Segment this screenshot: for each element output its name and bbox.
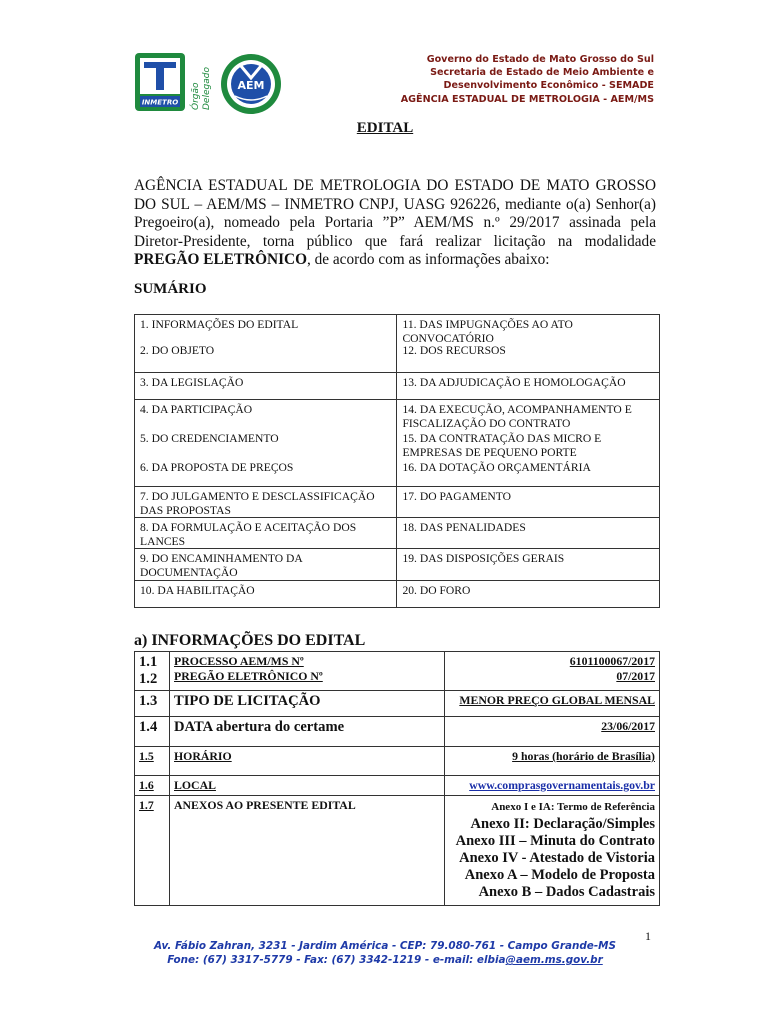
summary-item: 1. INFORMAÇÕES DO EDITAL: [140, 318, 299, 331]
opening-date-value: 23/06/2017: [445, 717, 660, 747]
bid-type-value: MENOR PREÇO GLOBAL MENSAL: [445, 691, 660, 717]
header-line: Desenvolvimento Econômico - SEMADE: [443, 80, 654, 92]
summary-item: 9. DO ENCAMINHAMENTO DA DOCUMENTAÇÃO: [135, 549, 397, 580]
row-label: DATA abertura do certame: [170, 717, 445, 747]
summary-item: 18. DAS PENALIDADES: [397, 518, 660, 549]
footer: [0, 939, 770, 967]
pregao-number: 07/2017: [616, 669, 655, 683]
header-line: Governo do Estado de Mato Grosso do Sul: [426, 54, 654, 65]
page-number: 1: [645, 929, 651, 943]
summary-cell: [135, 400, 397, 487]
summary-heading: SUMÁRIO: [134, 281, 207, 297]
footer-contacts: [0, 953, 770, 967]
section-heading: a) INFORMAÇÕES DO EDITAL: [134, 632, 366, 649]
document-title: EDITAL: [356, 120, 414, 136]
svg-text:Delegado: Delegado: [202, 67, 212, 110]
inmetro-logo: [134, 52, 212, 114]
summary-cell: [397, 315, 660, 373]
summary-cell: [397, 400, 660, 487]
summary-item: 6. DA PROPOSTA DE PREÇOS: [140, 461, 294, 474]
row-label: TIPO DE LICITAÇÃO: [170, 691, 445, 717]
table-row: [135, 652, 660, 691]
annex-item: Anexo IV - Atestado de Vistoria: [459, 850, 655, 866]
summary-item: 4. DA PARTICIPAÇÃO: [140, 403, 253, 416]
row-label: HORÁRIO: [170, 747, 445, 776]
row-value: [445, 652, 660, 691]
intro-modality: PREGÃO ELETRÔNICO: [134, 251, 307, 268]
annex-item: Anexo I e IA: Termo de Referência: [491, 801, 655, 813]
summary-item: 11. DAS IMPUGNAÇÕES AO ATO CONVOCATÓRIO: [402, 318, 573, 345]
summary-item: 10. DA HABILITAÇÃO: [135, 580, 397, 607]
summary-item: 15. DA CONTRATAÇÃO DAS MICRO E EMPRESAS DE PEQUENO PORTE: [402, 432, 602, 459]
row-number: 1.1 1.2: [135, 652, 170, 691]
table-row: [135, 717, 660, 747]
edital-info-table: [134, 651, 660, 906]
summary-item: 7. DO JULGAMENTO E DESCLASSIFICAÇÃO DAS PROPOSTAS: [135, 487, 397, 518]
annex-item: Anexo A – Modelo de Proposta: [464, 867, 655, 883]
table-row: [135, 691, 660, 717]
row-number: 1.3: [135, 691, 170, 717]
table-row: [135, 747, 660, 776]
summary-item: 12. DOS RECURSOS: [402, 344, 506, 357]
summary-item: 20. DO FORO: [397, 580, 660, 607]
row-number: 1.5: [135, 747, 170, 776]
inmetro-logo-text: INMETRO: [141, 98, 179, 107]
time-value: 9 horas (horário de Brasília): [445, 747, 660, 776]
annex-item: Anexo B – Dados Cadastrais: [478, 884, 655, 900]
aem-logo: [218, 52, 284, 116]
header-line: AGÊNCIA ESTADUAL DE METROLOGIA - AEM/MS: [400, 93, 654, 105]
table-row: [135, 796, 660, 906]
header-institution: [401, 53, 654, 106]
footer-phone: Fone: (67) 3317-5779 - Fax: (67) 3342-1219 - e-mail: elbia: [167, 954, 506, 966]
table-row: [135, 776, 660, 796]
summary-item: 17. DO PAGAMENTO: [397, 487, 660, 518]
summary-item: 5. DO CREDENCIAMENTO: [140, 432, 279, 445]
aem-logo-text: AEM: [237, 79, 265, 92]
footer-email-link[interactable]: @aem.ms.gov.br: [505, 954, 603, 966]
summary-cell: [135, 315, 397, 373]
annex-list: [445, 796, 660, 906]
row-number: 1.7: [135, 796, 170, 906]
footer-address: Av. Fábio Zahran, 3231 - Jardim América - CEP: 79.080-761 - Campo Grande-MS: [153, 940, 616, 952]
row-label: PROCESSO AEM/MS Nº PREGÃO ELETRÔNICO Nº: [170, 652, 445, 691]
summary-item: 19. DAS DISPOSIÇÕES GERAIS: [397, 549, 660, 580]
summary-item: 14. DA EXECUÇÃO, ACOMPANHAMENTO E FISCALIZAÇÃO DO CONTRATO: [402, 403, 632, 430]
row-number: 1.6: [135, 776, 170, 796]
annex-item: Anexo III – Minuta do Contrato: [455, 833, 655, 849]
intro-paragraph: [134, 177, 656, 270]
summary-item: 2. DO OBJETO: [140, 344, 215, 357]
summary-table: [134, 314, 660, 608]
row-label: ANEXOS AO PRESENTE EDITAL: [170, 796, 445, 906]
intro-tail: , de acordo com as informações abaixo:: [306, 251, 550, 268]
summary-item: 3. DA LEGISLAÇÃO: [135, 373, 397, 400]
summary-item: 13. DA ADJUDICAÇÃO E HOMOLOGAÇÃO: [397, 373, 660, 400]
row-label: LOCAL: [170, 776, 445, 796]
svg-text:Órgão: Órgão: [191, 82, 201, 110]
header-line: Secretaria de Estado de Meio Ambiente e: [430, 67, 654, 79]
summary-item: 8. DA FORMULAÇÃO E ACEITAÇÃO DOS LANCES: [135, 518, 397, 549]
intro-text: AGÊNCIA ESTADUAL DE METROLOGIA DO ESTADO DE MATO GROSSO DO SUL – AEM/MS – INMETRO CNPJ, UASG 926226, mediante o(a) Senhor(a) Pregoeiro(a), nomeado pela Portaria ”P” AEM/MS n.º 29/2017 assinada pela Diretor-Presidente, torna público que fará realizar licitação na modalidade: [134, 177, 656, 250]
annex-item: Anexo II: Declaração/Simples: [470, 816, 655, 832]
location-link[interactable]: www.comprasgovernamentais.gov.br: [445, 776, 660, 796]
process-number: 6101100067/2017: [569, 654, 655, 668]
row-number: 1.4: [135, 717, 170, 747]
summary-item: 16. DA DOTAÇÃO ORÇAMENTÁRIA: [402, 461, 591, 474]
